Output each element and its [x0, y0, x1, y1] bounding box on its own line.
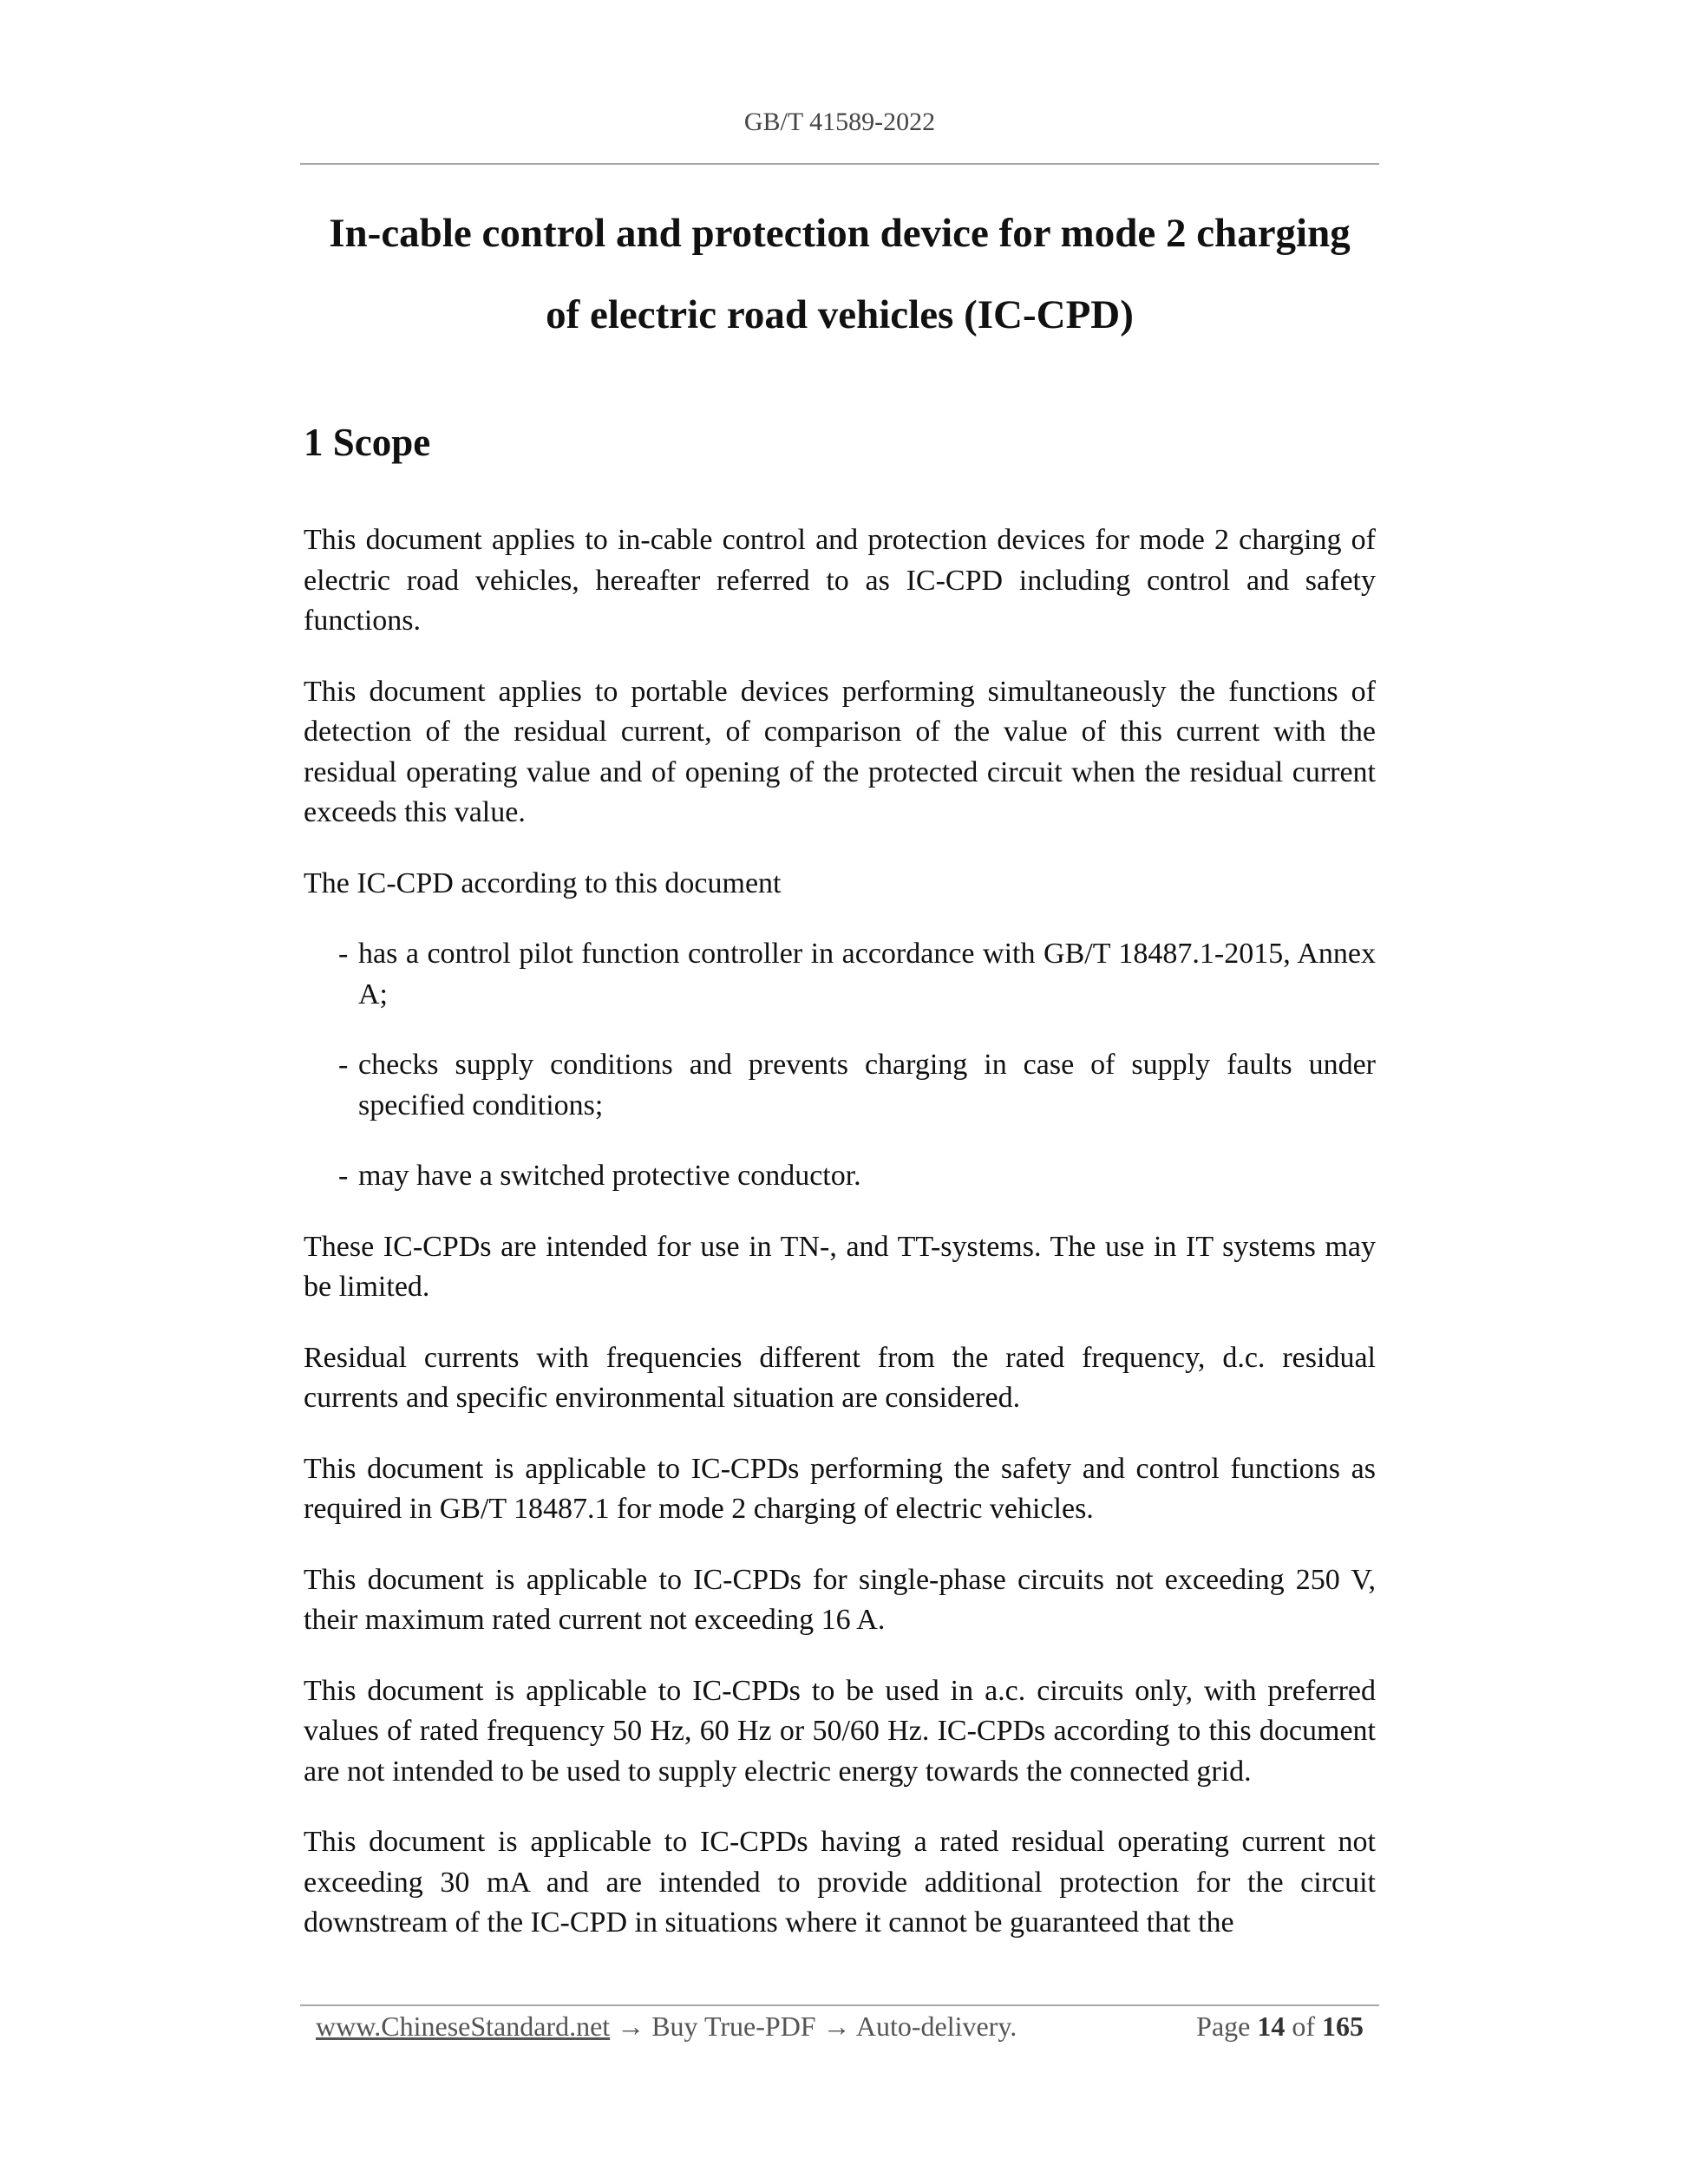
- section-heading: 1 Scope: [304, 421, 431, 464]
- paragraph: This document is applicable to IC-CPDs for single-phase circuits not exceeding 250 V, their maximum rated current not exceeding 16 A.: [304, 1563, 1376, 1636]
- buy-text: Buy True-PDF: [651, 2011, 816, 2042]
- page-header: [300, 108, 1379, 137]
- arrow-right-icon: →: [617, 2011, 645, 2042]
- title-line-1: In-cable control and protection device for mode 2 charging: [329, 211, 1351, 256]
- list-item-text: checks supply conditions and prevents charging in case of supply faults under specified conditions;: [358, 1049, 1376, 1121]
- body-text: [304, 520, 1376, 1974]
- list-item-text: has a control pilot function controller in accordance with GB/T 18487.1-2015, Annex A;: [358, 938, 1376, 1010]
- bullet-dash: -: [338, 938, 349, 970]
- paragraph: This document applies to portable devices performing simultaneously the functions of detection of the residual current, of comparison of the value of this current with the residual operating value and of opening of the protected circuit when the residual current exceeds this value.: [304, 675, 1376, 828]
- document-title: [300, 193, 1379, 356]
- paragraph: This document is applicable to IC-CPDs having a rated residual operating current not exceeding 30 mA and are intended to provide additional protection for the circuit downstream of the IC-CPD in situations where it cannot be guaranteed that the: [304, 1826, 1376, 1939]
- list-item: [338, 1045, 1376, 1126]
- paragraph: This document applies to in-cable control and protection devices for mode 2 charging of electric road vehicles, hereafter referred to as IC-CPD including control and safety functions.: [304, 524, 1376, 637]
- page-label: Page: [1196, 2011, 1251, 2042]
- paragraph: The IC-CPD according to this document: [304, 866, 782, 899]
- site-link[interactable]: www.ChineseStandard.net: [316, 2011, 611, 2042]
- paragraph: This document is applicable to IC-CPDs performing the safety and control functions as required in GB/T 18487.1 for mode 2 charging of electric vehicles.: [304, 1452, 1376, 1525]
- standard-code: GB/T 41589-2022: [743, 108, 936, 136]
- list-item-text: may have a switched protective conductor.: [358, 1160, 861, 1192]
- bullet-dash: -: [338, 1049, 349, 1081]
- delivery-text: Auto-delivery.: [855, 2011, 1017, 2042]
- header-divider: [300, 163, 1379, 165]
- paragraph: Residual currents with frequencies different from the rated frequency, d.c. residual currents and specific environmental situation are considered.: [304, 1341, 1376, 1414]
- paragraph: This document is applicable to IC-CPDs to be used in a.c. circuits only, with preferred values of rated frequency 50 Hz, 60 Hz or 50/60 Hz. IC-CPDs according to this document are not intended to be used to supply electric energy towards the connected grid.: [304, 1674, 1376, 1788]
- of-label: of: [1292, 2011, 1315, 2042]
- footer-promo: [316, 2011, 1017, 2043]
- page-indicator: [1196, 2011, 1364, 2043]
- title-line-2: of electric road vehicles (IC-CPD): [546, 292, 1134, 337]
- arrow-right-icon: →: [822, 2011, 851, 2042]
- paragraph: These IC-CPDs are intended for use in TN-, and TT-systems. The use in IT systems may be limited.: [304, 1230, 1376, 1303]
- page-number: 14: [1257, 2011, 1286, 2042]
- bullet-dash: -: [338, 1160, 349, 1192]
- page-total: 165: [1322, 2011, 1364, 2042]
- list-item: [338, 934, 1376, 1015]
- list-item: [338, 1156, 1376, 1197]
- footer-divider: [300, 2004, 1379, 2006]
